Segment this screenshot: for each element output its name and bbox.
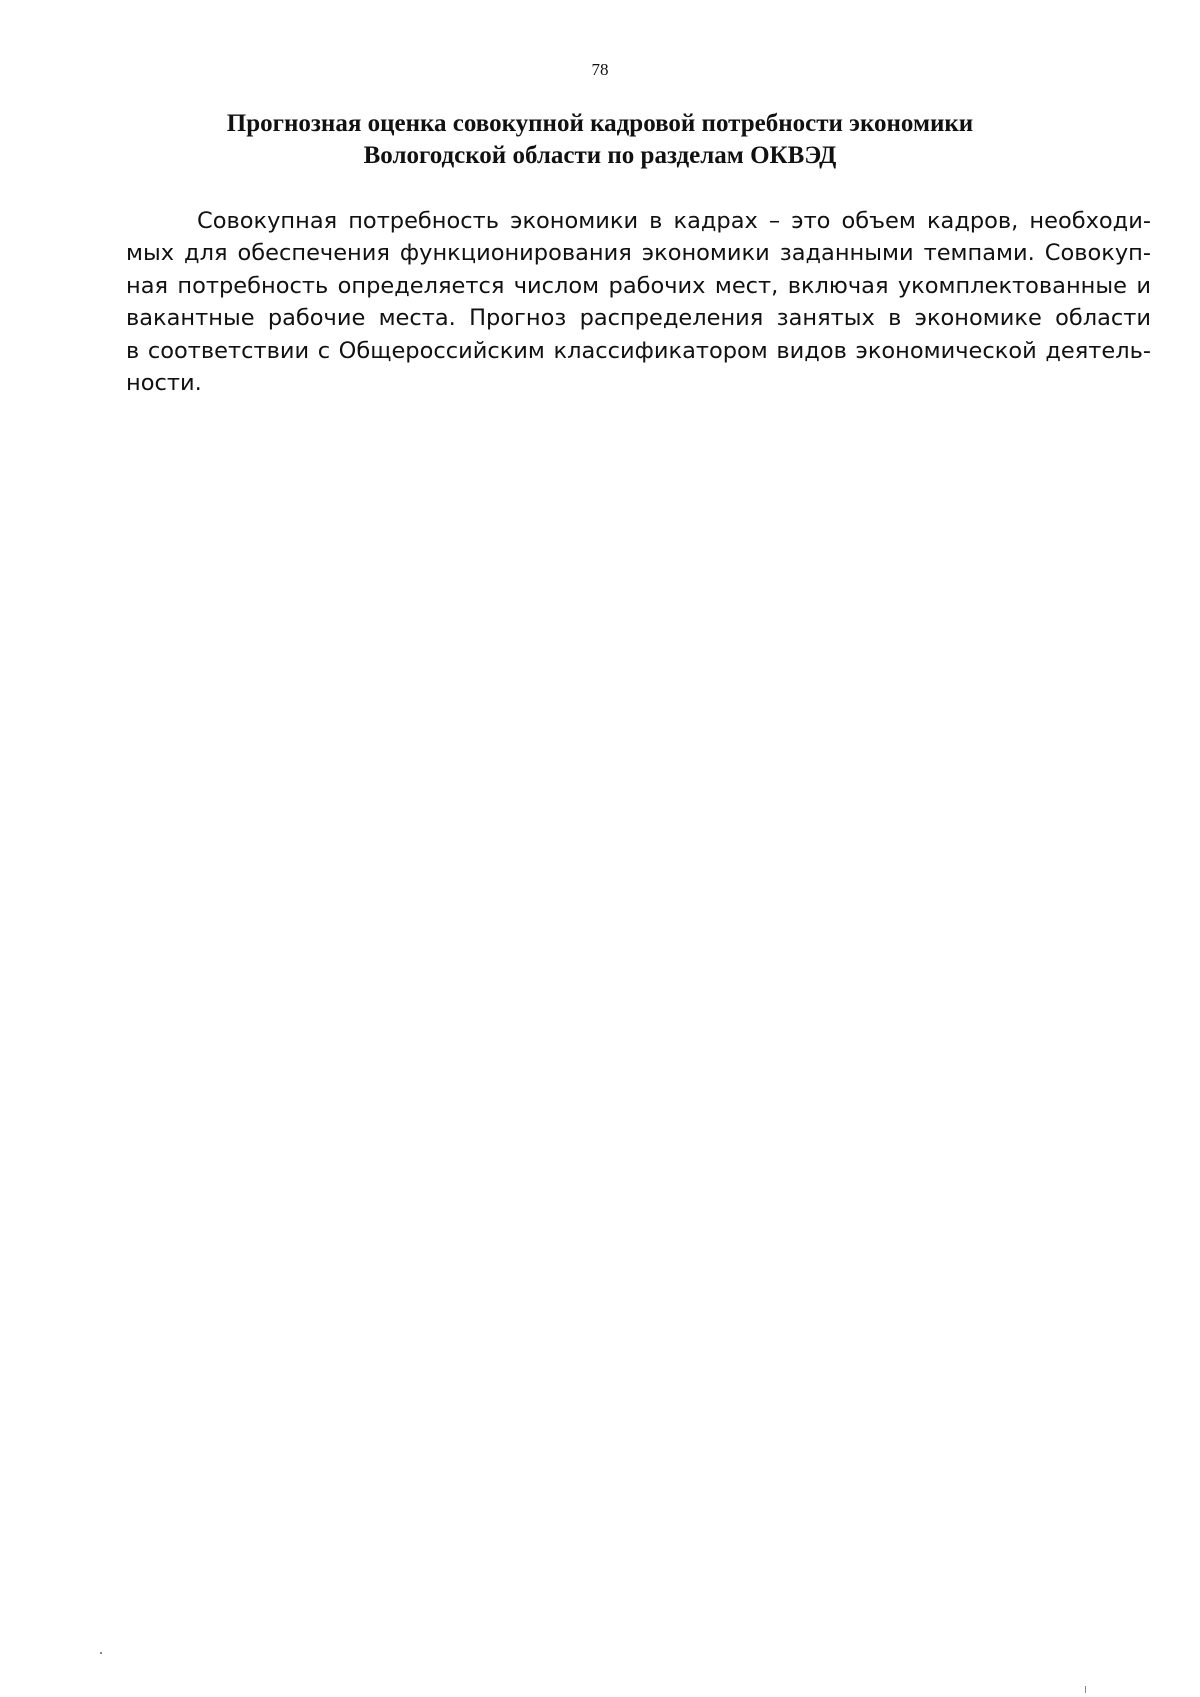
paragraph-line: Совокупная потребность экономики в кадрах – это объем кадров, необходи- bbox=[197, 208, 1151, 234]
scan-speck bbox=[100, 1652, 102, 1654]
page-number: 78 bbox=[591, 60, 609, 79]
body-paragraph bbox=[126, 205, 1151, 399]
paragraph-line: вакантные рабочие места. Прогноз распределения занятых в экономике области bbox=[126, 305, 1151, 332]
scan-speck bbox=[1085, 1686, 1086, 1693]
paragraph-line: мых для обеспечения функционирования экономики заданными темпами. Совокуп- bbox=[126, 240, 1151, 267]
paragraph-line: в соответствии с Общероссийским классификатором видов экономической деятель- bbox=[126, 337, 1151, 364]
section-title bbox=[200, 108, 1000, 172]
paragraph-line: ности. bbox=[126, 370, 202, 397]
section-title-line-2: Вологодской области по разделам ОКВЭД bbox=[363, 142, 837, 169]
paragraph-line: ная потребность определяется числом рабочих мест, включая укомплектованные и bbox=[126, 272, 1151, 299]
section-title-line-1: Прогнозная оценка совокупной кадровой потребности экономики bbox=[226, 110, 974, 137]
